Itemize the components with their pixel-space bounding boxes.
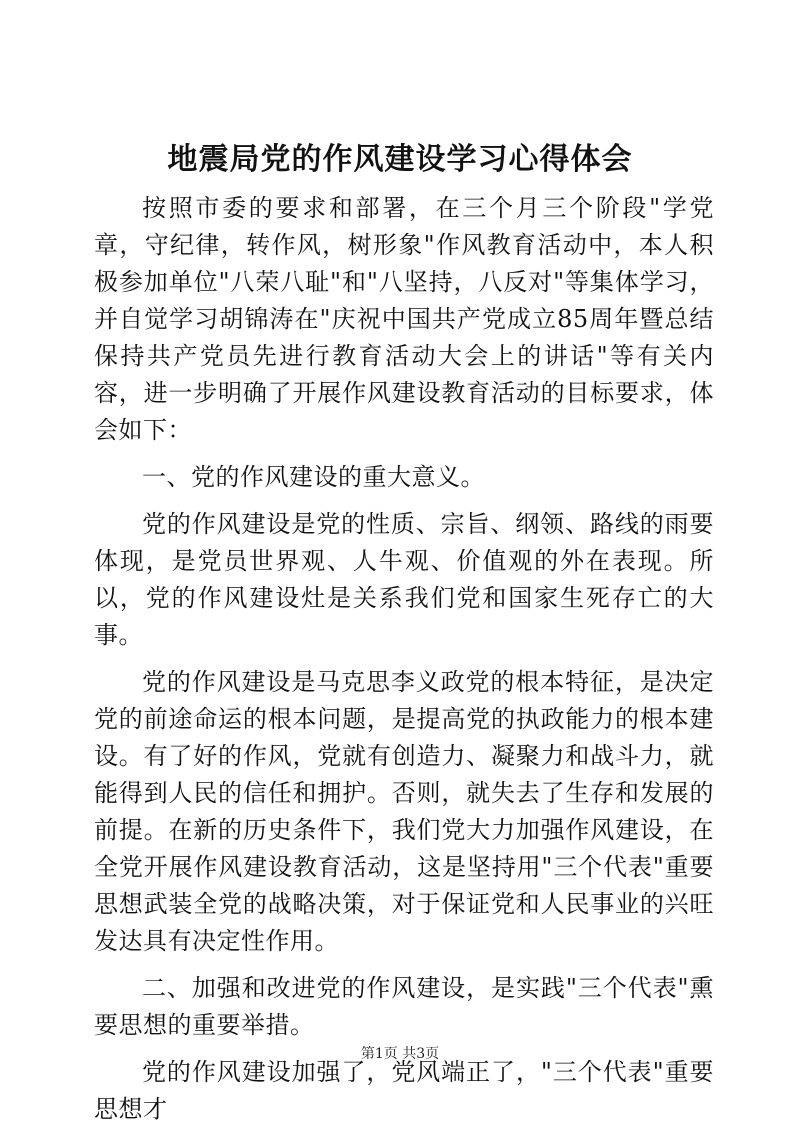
paragraph-intro: 按照市委的要求和部署，在三个月三个阶段"学党章，守纪律，转作风，树形象"作风教育活动中，本人积极参加单位"八荣八耻"和"八坚持，八反对"等集体学习，并自觉学习胡锦涛在"庆祝中国共产党成立85周年暨总结保持共产党员先进行教育活动大会上的讲话"等有关内容，进一步明确了开展作风建设教育活动的目标要求，体会如下： — [94, 194, 714, 444]
document-body — [94, 190, 714, 1128]
document-title: 地震局党的作风建设学习心得体会 — [167, 142, 633, 177]
page-number-footer: 第1页 共3页 — [360, 1046, 440, 1062]
paragraph-section-one-heading: 一、党的作风建设的重大意义。 — [142, 463, 485, 491]
paragraph-significance: 党的作风建设是党的性质、宗旨、纲领、路线的雨要体现，是党员世界观、人牛观、价值观的外在表现。所以，党的作风建设灶是关系我们党和国家生死存亡的大事。 — [94, 510, 714, 649]
paragraph-section-two-heading: 二、加强和改进党的作风建设，是实践"三个代表"熏要思想的重要举措。 — [94, 974, 714, 1039]
paragraph-continuation: 党的作风建设加强了，党风端正了，"三个代表"重要思想才 — [94, 1058, 714, 1123]
paragraph-fundamental-feature: 党的作风建设是马克思李义政党的根本特征，是决定党的前途命运的根本问题，是提高党的执政能力的根本建设。有了好的作风，党就有创造力、凝聚力和战斗力，就能得到人民的信任和拥护。否则，就失去了生存和发展的前提。在新的历史条件下，我们党大力加强作风建设，在全党开展作风建设教育活动，这是坚持用"三个代表"重要思想武装全党的战略决策，对于保证党和人民事业的兴旺发达具有决定性作用。 — [94, 668, 714, 955]
